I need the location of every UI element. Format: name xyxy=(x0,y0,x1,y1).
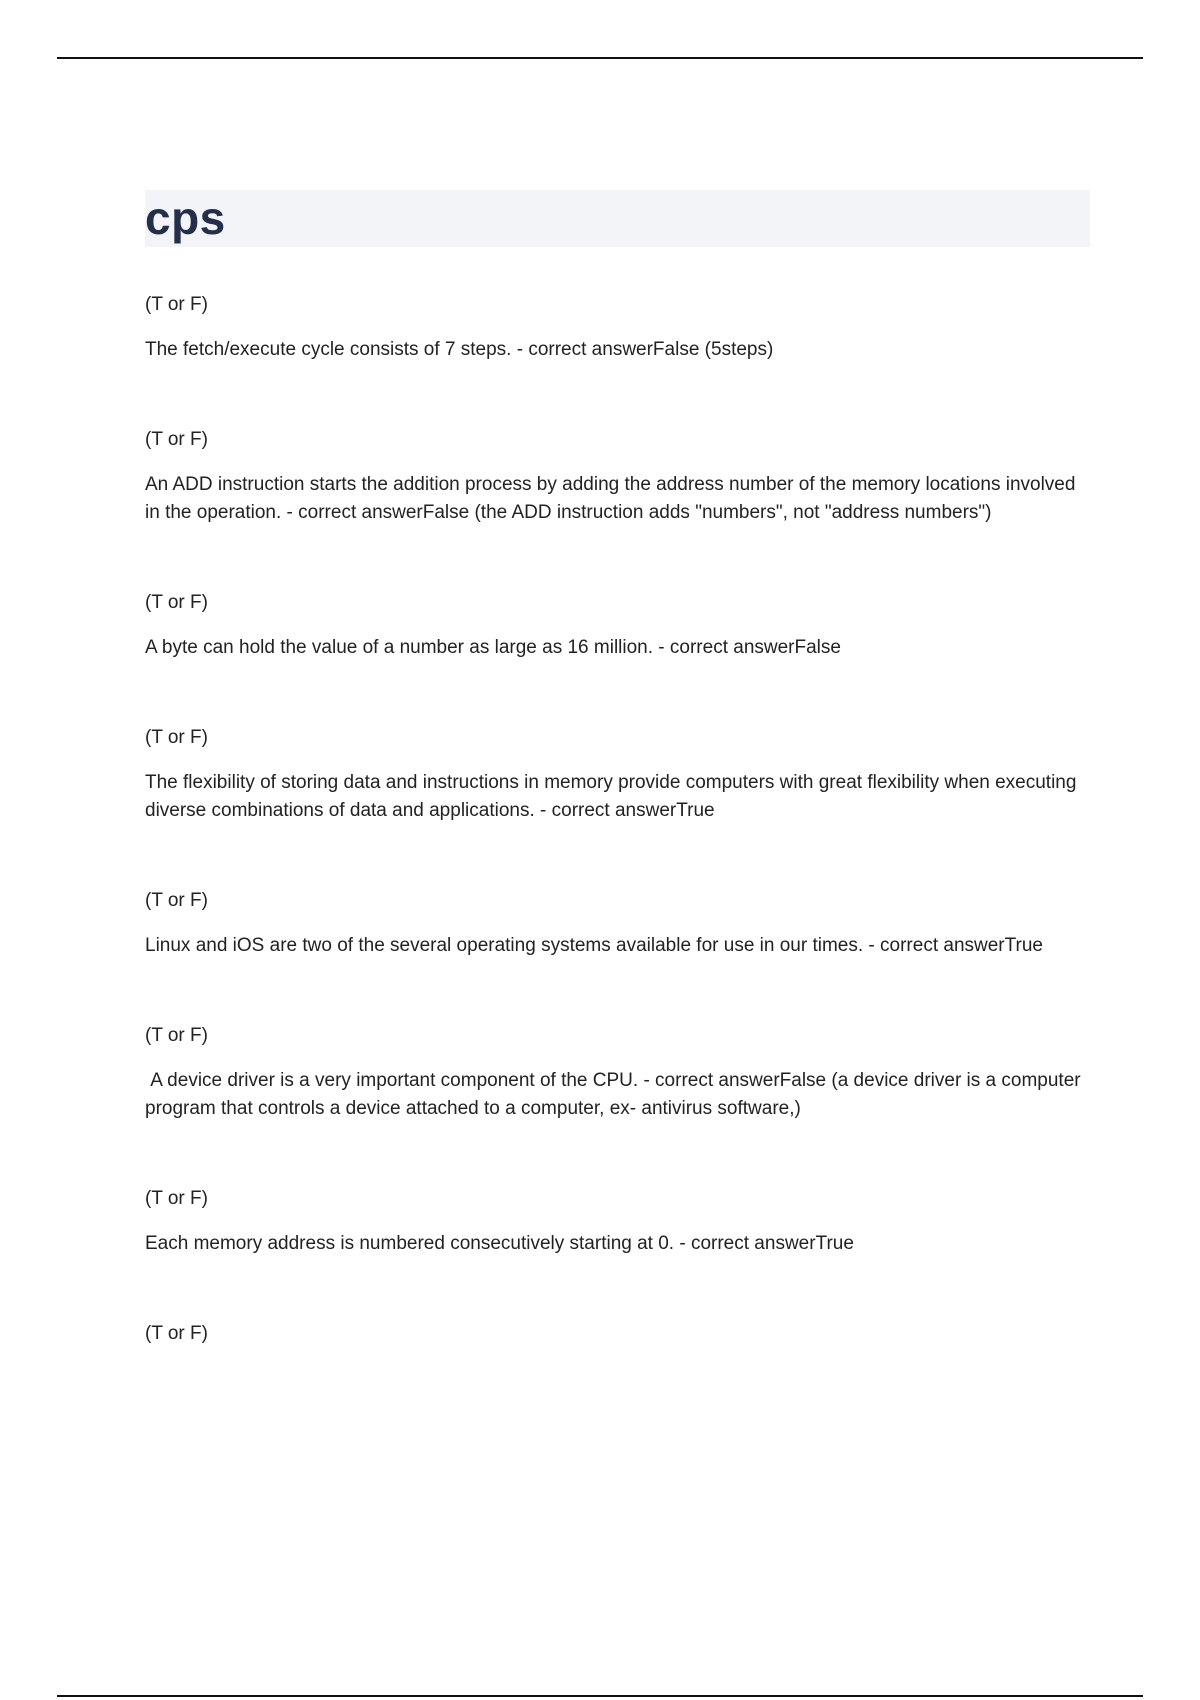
document-body xyxy=(145,190,1090,1348)
flashcard-item xyxy=(145,887,1090,960)
flashcard-list xyxy=(145,291,1090,1348)
flashcard-answer: A byte can hold the value of a number as large as 16 million. - correct answerFalse xyxy=(145,637,841,658)
flashcard-question: (T or F) xyxy=(145,1188,208,1209)
flashcard-question: (T or F) xyxy=(145,1025,208,1046)
flashcard-answer: Linux and iOS are two of the several operating systems available for use in our times. - correct answerTrue xyxy=(145,935,1043,956)
flashcard-item xyxy=(145,1185,1090,1258)
flashcard-question: (T or F) xyxy=(145,294,208,315)
flashcard-item xyxy=(145,589,1090,662)
flashcard-item xyxy=(145,291,1090,364)
flashcard-answer: An ADD instruction starts the addition process by adding the address number of the memory locations involved in the operation. - correct answerFalse (the ADD instruction adds "numbers", not "address numbers") xyxy=(145,474,1076,523)
flashcard-item xyxy=(145,724,1090,825)
footer-rule xyxy=(57,1695,1143,1697)
flashcard-question: (T or F) xyxy=(145,727,208,748)
flashcard-item xyxy=(145,1320,1090,1348)
flashcard-question: (T or F) xyxy=(145,1323,208,1344)
flashcard-answer: Each memory address is numbered consecutively starting at 0. - correct answerTrue xyxy=(145,1233,854,1254)
document-title: cps xyxy=(145,192,226,244)
header-rule xyxy=(57,57,1143,59)
title-banner xyxy=(145,190,1090,247)
flashcard-item xyxy=(145,426,1090,527)
flashcard-answer: The flexibility of storing data and instructions in memory provide computers with great flexibility when executing diverse combinations of data and applications. - correct answerTrue xyxy=(145,772,1077,821)
flashcard-item xyxy=(145,1022,1090,1123)
flashcard-question: (T or F) xyxy=(145,592,208,613)
flashcard-question: (T or F) xyxy=(145,429,208,450)
flashcard-question: (T or F) xyxy=(145,890,208,911)
flashcard-answer: A device driver is a very important component of the CPU. - correct answerFalse (a device driver is a computer program that controls a device attached to a computer, ex- antivirus software,) xyxy=(145,1070,1086,1119)
flashcard-answer: The fetch/execute cycle consists of 7 steps. - correct answerFalse (5steps) xyxy=(145,339,774,360)
